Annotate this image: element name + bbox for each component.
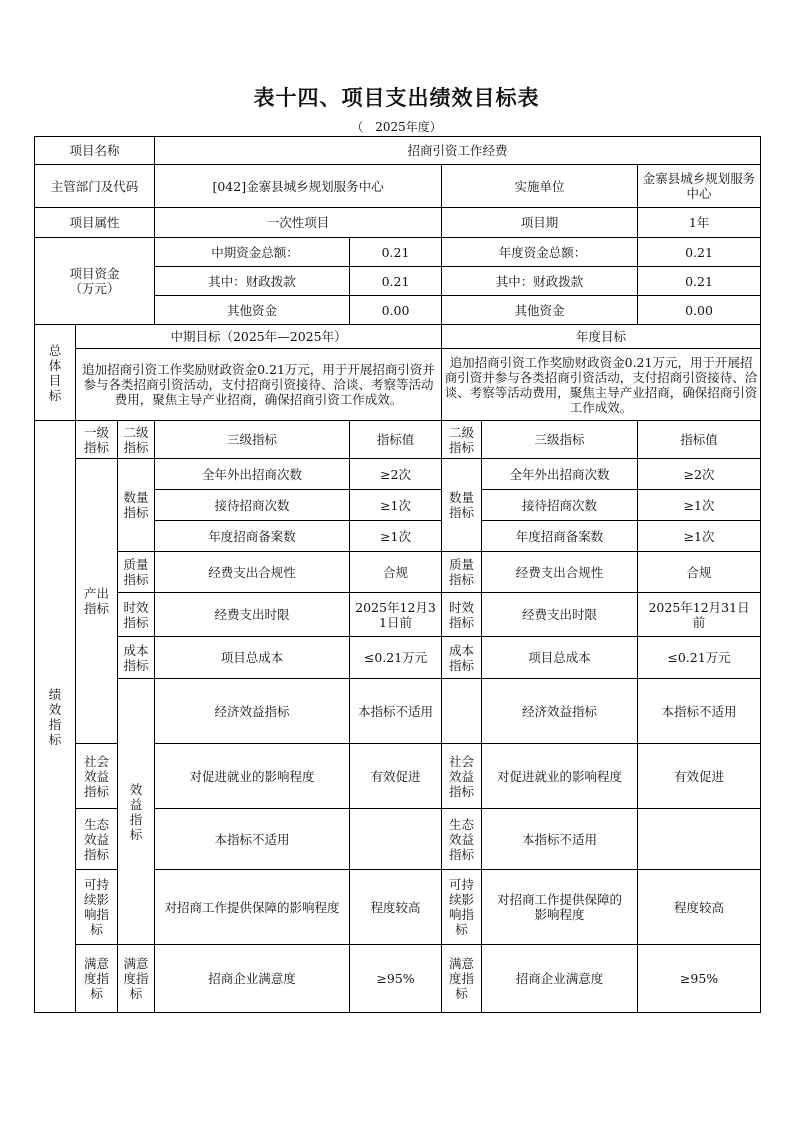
annual-goal-header: 年度目标 [442,325,761,349]
annual-fiscal-label: 其中：财政拨款 [442,267,638,296]
quantity-item-2: 接待招商次数 [155,490,350,521]
satisfaction-item: 招商企业满意度 [155,945,350,1013]
timeliness-label: 时效指标 [118,593,155,637]
cost-item: 项目总成本 [155,637,350,679]
impl-label: 实施单位 [442,165,638,208]
project-name: 招商引资工作经费 [155,137,761,165]
satisfaction-value-annual: ≥95% [638,945,761,1013]
quantity-item-1-annual: 全年外出招商次数 [482,459,638,490]
quality-item-annual: 经费支出合规性 [482,552,638,593]
performance-table [34,136,761,1013]
quantity-value-1-annual: ≥2次 [638,459,761,490]
fiscal-year: （ 2025年度） [351,120,442,134]
sustain-label: 可持续影响指标 [76,870,118,945]
period-value: 1年 [638,208,761,238]
dept-label: 主管部门及代码 [35,165,155,208]
eco-label-annual: 生态效益指标 [442,809,482,870]
quantity-label-annual: 数量指标 [442,459,482,552]
benefit-indicators-label: 效益指标 [118,679,155,945]
cost-item-annual: 项目总成本 [482,637,638,679]
sustain-value: 程度较高 [350,870,442,945]
economic-value [442,679,482,744]
funds-label: 项目资金（万元） [35,238,155,325]
quantity-value-2-annual: ≥1次 [638,490,761,521]
cost-label: 成本指标 [118,637,155,679]
timeliness-item-annual: 经费支出时限 [482,593,638,637]
eco-item-annual: 本指标不适用 [482,809,638,870]
quantity-item-3-annual: 年度招商备案数 [482,521,638,552]
social-label-annual: 社会效益指标 [442,744,482,809]
satisfaction-value: ≥95% [350,945,442,1013]
economic-item: 本指标不适用 [350,679,442,744]
attr-label: 项目属性 [35,208,155,238]
quantity-item-3: 年度招商备案数 [155,521,350,552]
sustain-label-annual: 可持续影响指标 [442,870,482,945]
quantity-value-3-annual: ≥1次 [638,521,761,552]
satisfaction-item-annual: 招商企业满意度 [482,945,638,1013]
quantity-value-2: ≥1次 [350,490,442,521]
mid-total-value: 0.21 [350,238,442,267]
mid-other-label: 其他资金 [155,296,350,325]
timeliness-value-annual: 2025年12月31日前 [638,593,761,637]
quality-value: 合规 [350,552,442,593]
eco-value-annual [638,809,761,870]
eco-value [350,809,442,870]
social-item-annual: 对促进就业的影响程度 [482,744,638,809]
social-label: 社会效益指标 [76,744,118,809]
sustain-item-annual: 对招商工作提供保障的影响程度 [482,870,638,945]
social-value: 有效促进 [350,744,442,809]
annual-other-label: 其他资金 [442,296,638,325]
social-value-annual: 有效促进 [638,744,761,809]
sustain-item: 对招商工作提供保障的影响程度 [155,870,350,945]
eco-item: 本指标不适用 [155,809,350,870]
quantity-item-1: 全年外出招商次数 [155,459,350,490]
quality-label: 质量指标 [118,552,155,593]
satisfaction-indicators-label: 满意度指标 [76,945,118,1013]
cost-value-annual: ≤0.21万元 [638,637,761,679]
indicators-label: 绩效指标 [35,421,76,1013]
quality-item: 经费支出合规性 [155,552,350,593]
satisfaction-label-annual: 满意度指标 [442,945,482,1013]
annual-total-label: 年度资金总额： [442,238,638,267]
mid-fiscal-value: 0.21 [350,267,442,296]
period-label: 项目期 [442,208,638,238]
mid-total-label: 中期资金总额： [155,238,350,267]
project-name-label: 项目名称 [35,137,155,165]
quantity-value-1: ≥2次 [350,459,442,490]
quantity-label: 数量指标 [118,459,155,552]
social-item: 对促进就业的影响程度 [155,744,350,809]
satisfaction-label: 满意度指标 [118,945,155,1013]
economic-label: 经济效益指标 [155,679,350,744]
output-indicators-label: 产出指标 [76,459,118,744]
quantity-value-3: ≥1次 [350,521,442,552]
timeliness-item: 经费支出时限 [155,593,350,637]
quality-value-annual: 合规 [638,552,761,593]
sustain-value-annual: 程度较高 [638,870,761,945]
impl-value: 金寨县城乡规划服务中心 [638,165,761,208]
cost-label-annual: 成本指标 [442,637,482,679]
quantity-item-2-annual: 接待招商次数 [482,490,638,521]
economic-label-annual: 经济效益指标 [482,679,638,744]
mid-other-value: 0.00 [350,296,442,325]
annual-fiscal-value: 0.21 [638,267,761,296]
level3-header: 三级指标 [155,421,350,459]
mid-goal-header: 中期目标（2025年—2025年） [76,325,442,349]
dept-value: [042]金寨县城乡规划服务中心 [155,165,442,208]
timeliness-value: 2025年12月31日前 [350,593,442,637]
level1-header: 一级指标 [76,421,118,459]
eco-label: 生态效益指标 [76,809,118,870]
cost-value: ≤0.21万元 [350,637,442,679]
annual-goal-text: 追加招商引资工作奖励财政资金0.21万元，用于开展招商引资并参与各类招商引资活动，支付招商引资接待、洽谈、考察等活动费用，聚焦主导产业招商，确保招商引资工作成效。 [442,349,761,421]
economic-item-annual: 本指标不适用 [638,679,761,744]
value-header: 指标值 [350,421,442,459]
annual-total-value: 0.21 [638,238,761,267]
quality-label-annual: 质量指标 [442,552,482,593]
level3-header-annual: 三级指标 [482,421,638,459]
level2-header: 二级指标 [118,421,155,459]
annual-other-value: 0.00 [638,296,761,325]
timeliness-label-annual: 时效指标 [442,593,482,637]
overall-goal-label: 总体目标 [35,325,76,421]
mid-goal-text: 追加招商引资工作奖励财政资金0.21万元，用于开展招商引资并参与各类招商引资活动，支付招商引资接待、洽谈、考察等活动费用，聚焦主导产业招商，确保招商引资工作成效。 [76,349,442,421]
mid-fiscal-label: 其中：财政拨款 [155,267,350,296]
page-title: 表十四、项目支出绩效目标表 [253,85,540,110]
attr-value: 一次性项目 [155,208,442,238]
level2-header-annual: 二级指标 [442,421,482,459]
value-header-annual: 指标值 [638,421,761,459]
